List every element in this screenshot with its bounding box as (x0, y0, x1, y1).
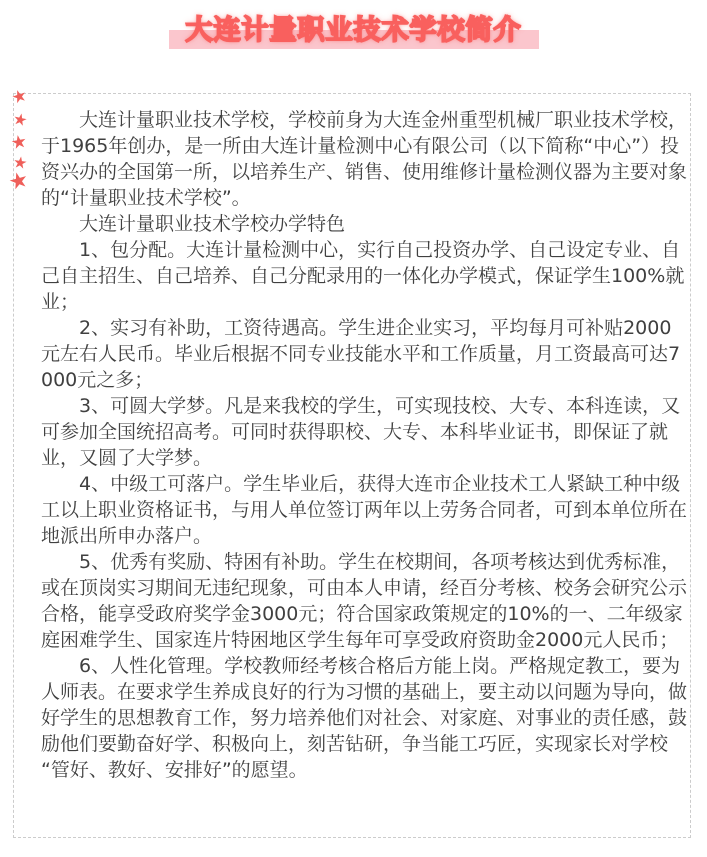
page-title (169, 13, 539, 49)
paragraph: 大连计量职业技术学校，学校前身为大连金州重型机械厂职业技术学校，于1965年创办，是一所由大连计量检测中心有限公司（以下简称“中心”）投资兴办的全国第一所，以培养生产、销售、使用维修计量检测仪器为主要对象的“计量职业技术学校”。 (41, 109, 688, 209)
star-icon: ★ (9, 85, 30, 109)
star-icon: ★ (5, 166, 32, 197)
paragraph: 2、实习有补助，工资待遇高。学生进企业实习，平均每月可补贴2000元左右人民币。毕业后根据不同专业技能水平和工作质量，月工资最高可达7000元之多； (41, 317, 681, 391)
star-icon: ★ (11, 152, 29, 173)
article-container (13, 93, 691, 838)
article-body (11, 94, 688, 783)
star-icon: ★ (9, 130, 29, 155)
paragraph: 4、中级工可落户。学生毕业后，获得大连市企业技术工人紧缺工种中级工以上职业资格证书，与用人单位签订两年以上劳务合同者，可到本单位所在地派出所申办落户。 (41, 473, 688, 547)
paragraph: 大连计量职业技术学校办学特色 (79, 213, 346, 235)
star-icon: ★ (11, 108, 30, 131)
paragraph: 6、人性化管理。学校教师经考核合格后方能上岗。严格规定教工，要为人师表。在要求学生养成良好的行为习惯的基础上，要主动以问题为导向，做好学生的思想教育工作，努力培养他们对社会、对家庭、对事业的责任感，鼓励他们要勤奋好学、积极向上，刻苦钻研，争当能工巧匠，实现家长对学校“管好、教好、安排好”的愿望。 (41, 655, 688, 781)
page-title-text: 大连计量职业技术学校简介 (185, 15, 522, 46)
paragraph: 3、可圆大学梦。凡是来我校的学生，可实现技校、大专、本科连读，又可参加全国统招高考。可同时获得职校、大专、本科毕业证书，即保证了就业，又圆了大学梦。 (41, 395, 681, 469)
page-header (0, 0, 707, 49)
paragraph: 5、优秀有奖励、特困有补助。学生在校期间，各项考核达到优秀标准，或在顶岗实习期间无违纪现象，可由本人申请，经百分考核、校务会研究公示合格，能享受政府奖学金3000元；符合国家政策规定的10%的一、二年级家庭困难学生、国家连片特困地区学生每年可享受政府资助金2000元人民币； (41, 551, 688, 651)
paragraph: 1、包分配。大连计量检测中心，实行自己投资办学、自己设定专业、自己自主招生、自己培养、自己分配录用的一体化办学模式，保证学生100%就业； (41, 239, 685, 313)
